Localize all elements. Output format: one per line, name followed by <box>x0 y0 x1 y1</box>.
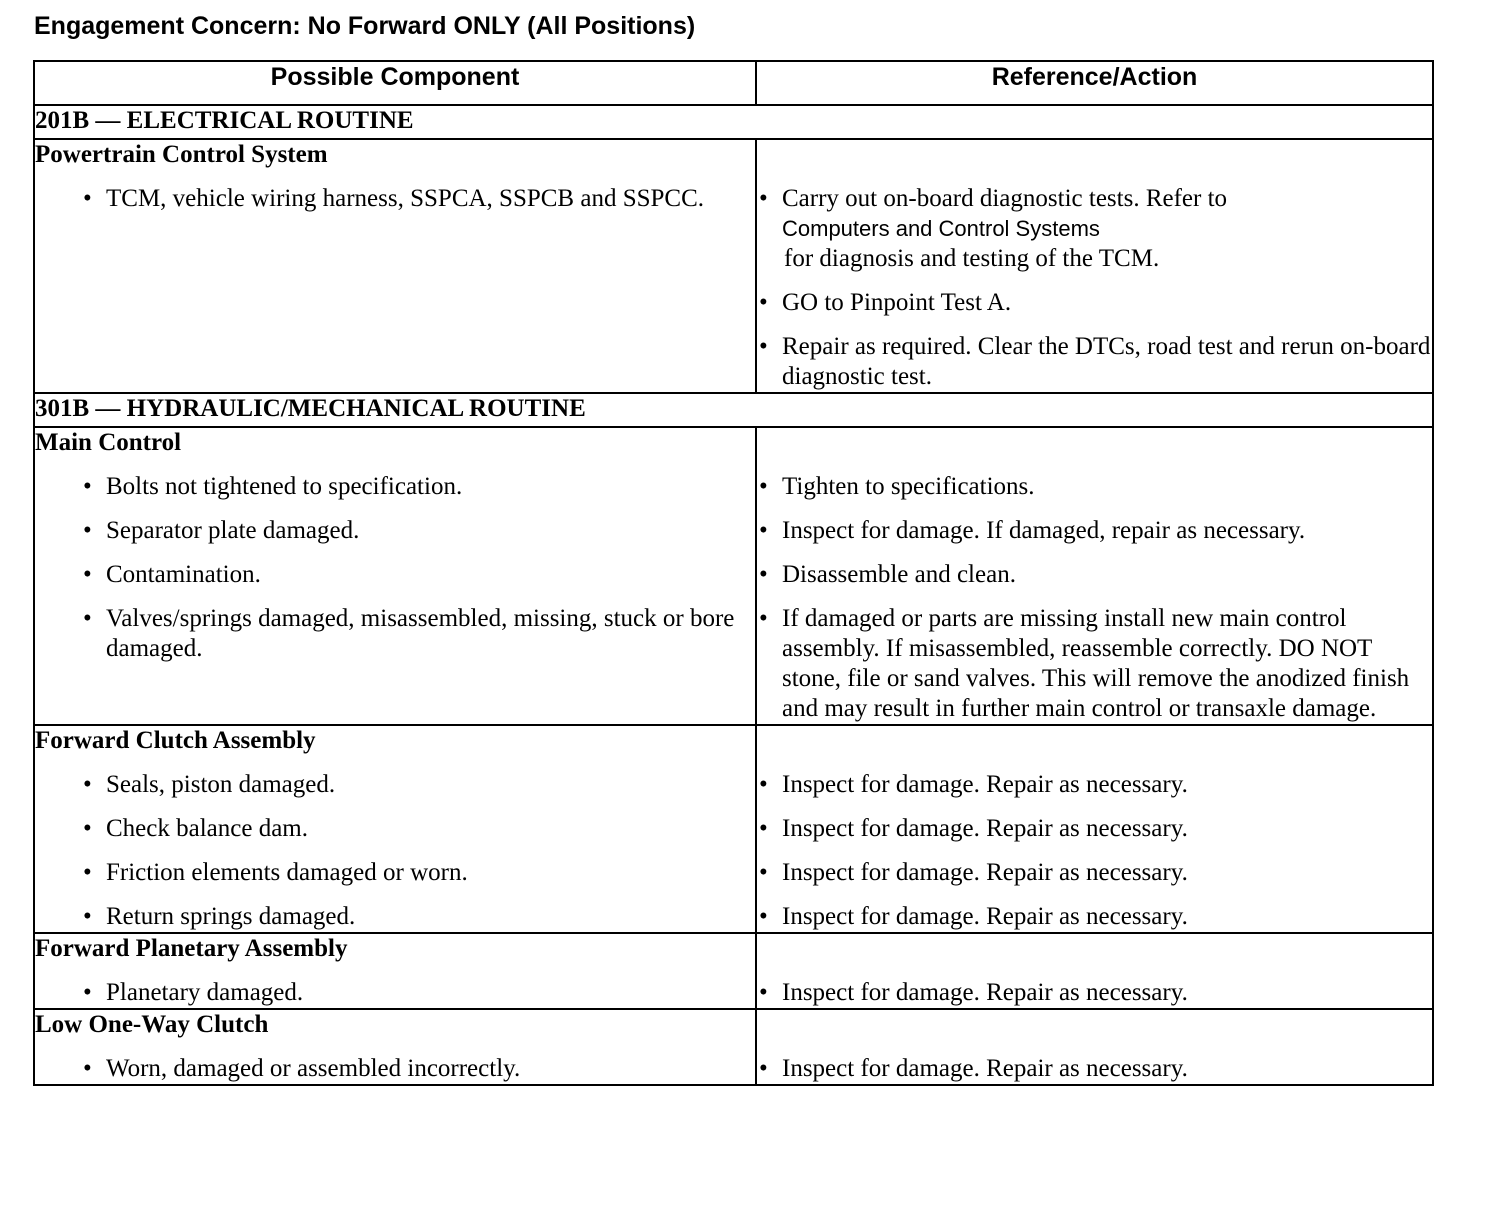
list-item: • Friction elements damaged or worn. <box>81 858 755 888</box>
section-label: 201B — ELECTRICAL ROUTINE <box>34 105 1433 139</box>
column-header-component: Possible Component <box>34 61 756 105</box>
list-item: • Inspect for damage. Repair as necessary. <box>757 858 1432 888</box>
group-name: Low One-Way Clutch <box>35 1011 269 1038</box>
list-item: • Inspect for damage. Repair as necessary. <box>757 770 1432 800</box>
list-item: • Inspect for damage. If damaged, repair as necessary. <box>757 516 1432 546</box>
component-list <box>35 770 755 932</box>
group-name: Forward Planetary Assembly <box>35 935 348 962</box>
action-text: Carry out on-board diagnostic tests. Refer to <box>782 185 1228 212</box>
section-row-hydraulic <box>34 393 1433 427</box>
list-item: • Check balance dam. <box>81 814 755 844</box>
action-list <box>757 978 1432 1008</box>
action-cell <box>756 933 1433 1009</box>
section-row-electrical <box>34 105 1433 139</box>
action-text: for diagnosis and testing of the TCM. <box>784 245 1160 272</box>
action-list <box>757 1054 1432 1084</box>
component-cell <box>34 139 756 393</box>
group-name: Main Control <box>35 429 182 456</box>
list-item: • Repair as required. Clear the DTCs, road test and rerun on-board diagnostic test. <box>757 332 1432 392</box>
component-list <box>35 978 755 1008</box>
list-item: • If damaged or parts are missing install new main control assembly. If misassembled, reassemble correctly. DO NOT stone, file or sand valves. This will remove the anodized finish and may result in further main control or transaxle damage. <box>757 604 1432 724</box>
diagnosis-table <box>33 60 1434 1086</box>
list-item: • Disassemble and clean. <box>757 560 1432 590</box>
group-name: Powertrain Control System <box>35 141 328 168</box>
component-cell <box>34 1009 756 1085</box>
list-item: • Return springs damaged. <box>81 902 755 932</box>
table-row <box>34 1009 1433 1085</box>
action-list <box>757 184 1432 392</box>
component-cell <box>34 427 756 725</box>
list-item: • Inspect for damage. Repair as necessary. <box>757 814 1432 844</box>
list-item: • GO to Pinpoint Test A. <box>757 288 1432 318</box>
component-cell <box>34 725 756 933</box>
group-name: Forward Clutch Assembly <box>35 727 316 754</box>
action-list <box>757 472 1432 724</box>
list-item: • Inspect for damage. Repair as necessary. <box>757 978 1432 1008</box>
table-row <box>34 933 1433 1009</box>
table-row <box>34 427 1433 725</box>
list-item <box>757 184 1432 274</box>
list-item: • Worn, damaged or assembled incorrectly. <box>81 1054 755 1084</box>
section-label: 301B — HYDRAULIC/MECHANICAL ROUTINE <box>34 393 1433 427</box>
table-row <box>34 139 1433 393</box>
list-item: • Contamination. <box>81 560 755 590</box>
component-cell <box>34 933 756 1009</box>
list-item: • Valves/springs damaged, misassembled, missing, stuck or bore damaged. <box>81 604 755 664</box>
action-cell <box>756 427 1433 725</box>
list-item: • Inspect for damage. Repair as necessary. <box>757 902 1432 932</box>
table-header-row <box>34 61 1433 105</box>
page-title: Engagement Concern: No Forward ONLY (All Positions) <box>34 12 696 40</box>
component-list <box>35 472 755 664</box>
list-item: • Inspect for damage. Repair as necessary. <box>757 1054 1432 1084</box>
list-item: • Separator plate damaged. <box>81 516 755 546</box>
list-item: • Tighten to specifications. <box>757 472 1432 502</box>
action-cell <box>756 1009 1433 1085</box>
component-list <box>35 1054 755 1084</box>
action-cell <box>756 725 1433 933</box>
reference-link[interactable]: Computers and Control Systems <box>782 216 1100 241</box>
list-item: • TCM, vehicle wiring harness, SSPCA, SSPCB and SSPCC. <box>81 184 755 214</box>
component-list <box>35 184 755 214</box>
column-header-action: Reference/Action <box>756 61 1433 105</box>
table-row <box>34 725 1433 933</box>
list-item: • Planetary damaged. <box>81 978 755 1008</box>
list-item: • Bolts not tightened to specification. <box>81 472 755 502</box>
action-cell <box>756 139 1433 393</box>
action-list <box>757 770 1432 932</box>
list-item: • Seals, piston damaged. <box>81 770 755 800</box>
